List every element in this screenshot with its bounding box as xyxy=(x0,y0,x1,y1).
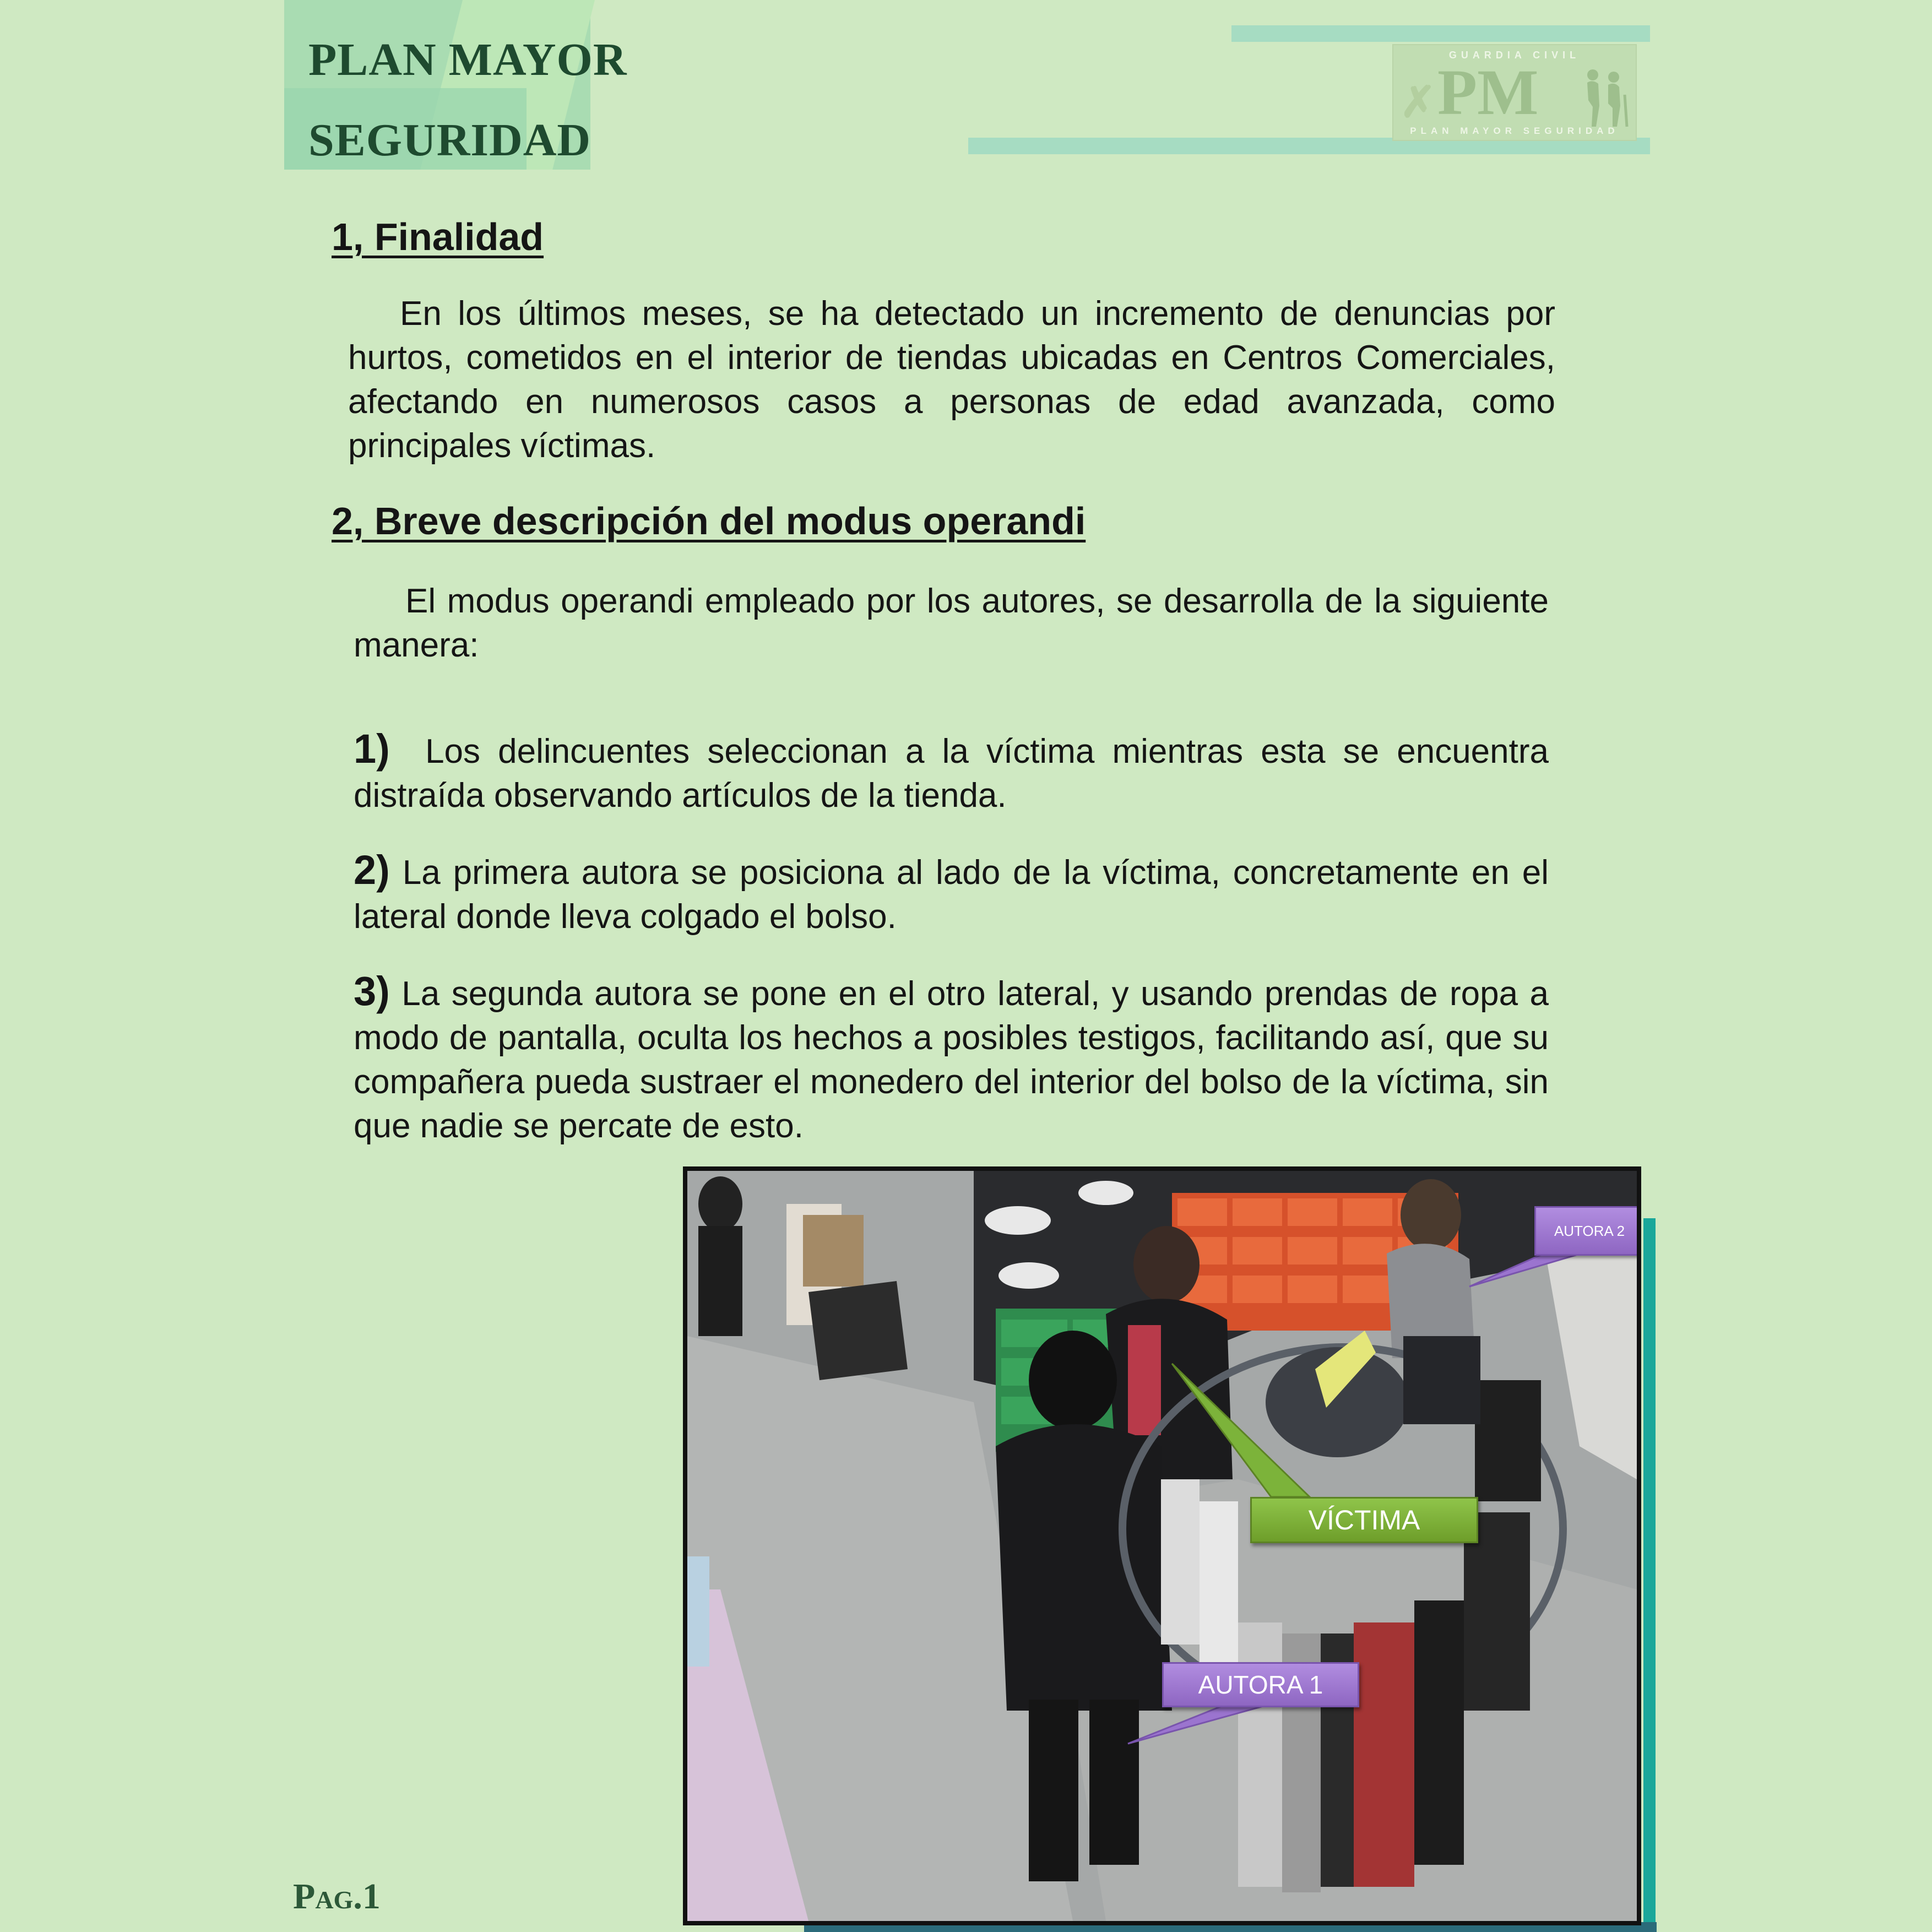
page-number: Pag.1 xyxy=(293,1876,381,1917)
store-scene-illustration xyxy=(687,1171,1637,1921)
step-2 xyxy=(354,848,1549,939)
step-text: La primera autora se posiciona al lado de la víctima, concretamente en el lateral donde lleva colgado el bolso. xyxy=(354,854,1549,936)
section2-heading: 2, Breve descripción del modus operandi xyxy=(332,500,1086,542)
step-number: 2) xyxy=(354,847,390,893)
step-number: 1) xyxy=(354,726,390,772)
guardia-civil-logo xyxy=(1392,44,1637,141)
autora1-callout: AUTORA 1 xyxy=(1162,1662,1359,1707)
header-rule-top xyxy=(1231,25,1650,42)
photo-accent-edge xyxy=(1643,1218,1656,1932)
logo-mark: PM xyxy=(1437,56,1539,128)
step-number: 3) xyxy=(354,968,390,1014)
logo-top-text: GUARDIA CIVIL xyxy=(1448,50,1581,61)
logo-bottom-text: PLAN MAYOR SEGURIDAD xyxy=(1410,126,1619,136)
elderly-couple-icon xyxy=(1581,67,1630,128)
step-1 xyxy=(354,727,1549,818)
section2-intro: El modus operandi empleado por los autores, se desarrolla de la siguiente manera: xyxy=(354,582,1549,664)
cross-icon: ✗ xyxy=(1400,78,1436,126)
section1-heading: 1, Finalidad xyxy=(332,215,544,258)
document-title: PLAN MAYOR SEGURIDAD xyxy=(308,34,627,166)
autora2-callout: AUTORA 2 xyxy=(1534,1206,1641,1256)
step-text: Los delincuentes seleccionan a la víctima mientras esta se encuentra distraída observando artículos de la tienda. xyxy=(354,732,1549,815)
section1-paragraph: En los últimos meses, se ha detectado un incremento de denuncias por hurtos, cometidos en el interior de tiendas ubicadas en Centros Comerciales, afectando en numerosos casos a personas de edad avanzada, como principales víctimas. xyxy=(348,295,1555,465)
cctv-photo xyxy=(683,1166,1641,1925)
victima-callout: VÍCTIMA xyxy=(1250,1497,1478,1543)
step-3 xyxy=(354,969,1549,1148)
step-text: La segunda autora se pone en el otro lateral, y usando prendas de ropa a modo de pantalla, oculta los hechos a posibles testigos, facilitando así, que su compañera pueda sustraer el monedero del interior del bolso de la víctima, sin que nadie se percate de esto. xyxy=(354,975,1549,1145)
